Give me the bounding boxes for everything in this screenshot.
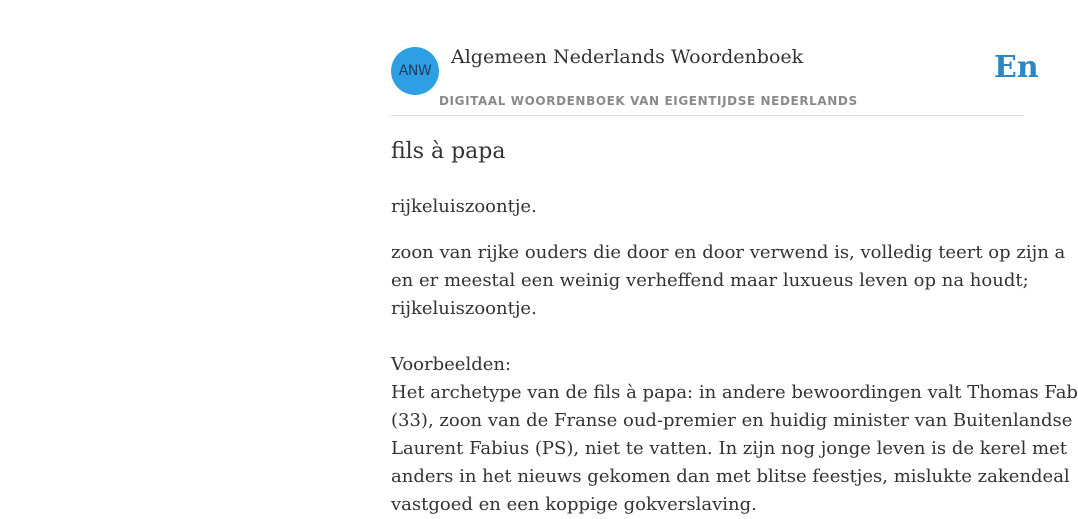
example-line: Laurent Fabius (PS), niet te vatten. In zijn nog jonge leven is de kerel met [391,438,1068,459]
site-subtitle: DIGITAAL WOORDENBOEK VAN EIGENTIJDSE NEDERLANDS [439,94,858,108]
entry-headword: fils à papa [391,139,506,164]
example-line: Het archetype van de fils à papa: in andere bewoordingen valt Thomas Fab [391,382,1078,403]
entry-body [391,239,1078,519]
example-line: (33), zoon van de Franse oud-premier en huidig minister van Buitenlandse [391,410,1073,431]
definition-line: zoon van rijke ouders die door en door verwend is, volledig teert op zijn a [391,242,1066,263]
site-header [391,0,1039,116]
anw-logo[interactable] [391,47,439,95]
language-link[interactable]: En [994,50,1039,85]
example-line: vastgoed en een koppige gokverslaving. [391,494,757,515]
site-title[interactable]: Algemeen Nederlands Woordenboek [451,46,804,68]
definition-line: rijkeluiszoontje. [391,298,537,319]
example-line: anders in het nieuws gekomen dan met blitse feestjes, mislukte zakendeal [391,466,1070,487]
dictionary-page [391,0,1078,515]
definition-line: en er meestal een weinig verheffend maar luxueus leven op na houdt; [391,270,1029,291]
short-definition: rijkeluiszoontje. [391,196,537,217]
logo-text: ANW [398,63,432,79]
examples-label: Voorbeelden: [391,354,512,375]
paragraph-spacer [391,323,1031,351]
